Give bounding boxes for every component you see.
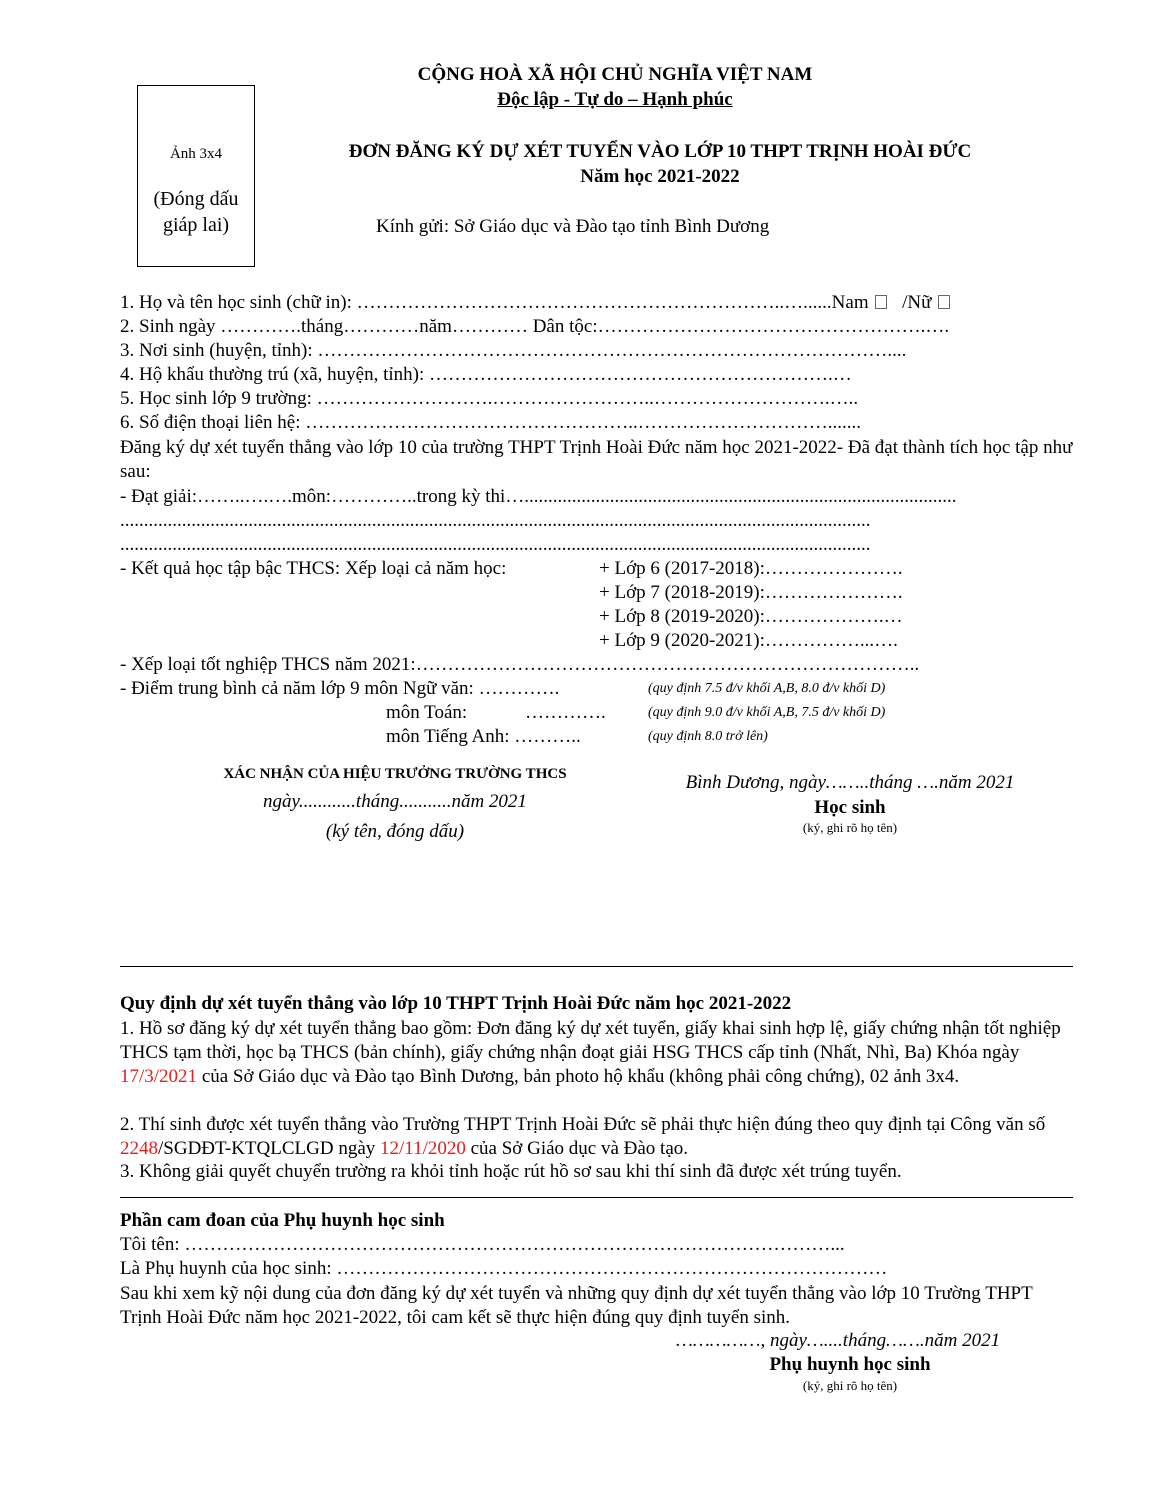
- avg-math-note: (quy định 9.0 đ/v khối A,B, 7.5 đ/v khối D): [648, 705, 886, 720]
- checkbox-male[interactable]: [875, 295, 887, 309]
- parent-name: Tôi tên: …………………………………………………………………………………………...: [120, 1234, 845, 1255]
- field-birthplace: 3. Nơi sinh (huyện, tỉnh): ………………………………………………………………………………....: [120, 340, 907, 361]
- register-text: Đăng ký dự xét tuyển thẳng vào lớp 10 của trường THPT Trịnh Hoài Đức năm học 2021-2022- Đã đạt thành tích học tập như sau:: [120, 437, 1073, 482]
- parent-commitment: Sau khi xem kỹ nội dung của đơn đăng ký dự xét tuyển và những quy định dự xét tuyển thẳng vào lớp 10 Trường THPT Trịnh Hoài Đức năm học 2021-2022, tôi cam kết sẽ thực hiện đúng quy định tuyển sinh.: [120, 1283, 1033, 1328]
- form-title: ĐƠN ĐĂNG KÝ DỰ XÉT TUYỂN VÀO LỚP 10 THPT TRỊNH HOÀI ĐỨC: [348, 141, 972, 162]
- rule-1-b: của Sở Giáo dục và Đào tạo Bình Dương, bản photo hộ khẩu (không phải công chứng), 02 ảnh 3x4.: [197, 1066, 960, 1087]
- divider-2: [120, 1197, 1073, 1198]
- rule-3: 3. Không giải quyết chuyển trường ra khỏi tỉnh hoặc rút hồ sơ sau khi thí sinh đã được xét trúng tuyển.: [120, 1161, 902, 1182]
- parent-date: ……………, ngày…....tháng…….năm 2021: [676, 1330, 1001, 1351]
- parent-sign-title: Phụ huynh học sinh: [769, 1354, 931, 1375]
- principal-sign-note: (ký tên, đóng dấu): [325, 821, 465, 842]
- dots-line-1: ..............................................................................................................................................................: [120, 510, 871, 531]
- field-name: [120, 292, 952, 314]
- parent-of-student: Là Phụ huynh của học sinh: ……………………………………………………………………………: [120, 1258, 888, 1279]
- rule-2-a: 2. Thí sinh được xét tuyển thẳng vào Trường THPT Trịnh Hoài Đức sẽ phải thực hiện đúng theo quy định tại Công văn số: [120, 1114, 1046, 1135]
- grade-8: + Lớp 8 (2019-2020):……………….…: [599, 606, 903, 627]
- rule-2-number: 2248: [120, 1138, 158, 1159]
- grade-9: + Lớp 9 (2020-2021):……………...….: [599, 630, 898, 651]
- country-heading: CỘNG HOÀ XÃ HỘI CHỦ NGHĨA VIỆT NAM: [417, 64, 813, 85]
- avg-math-dots: ………….: [525, 702, 606, 723]
- student-sign-title: Học sinh: [814, 797, 886, 818]
- photo-box: [137, 85, 255, 267]
- student-date: Bình Dương, ngày……..tháng ….năm 2021: [685, 772, 1015, 793]
- grade-7: + Lớp 7 (2018-2019):………………….: [599, 582, 903, 603]
- checkbox-female[interactable]: [938, 295, 950, 309]
- results-label: - Kết quả học tập bậc THCS: Xếp loại cả năm học:: [120, 558, 507, 579]
- student-sign-note: (ký, ghi rõ họ tên): [802, 820, 898, 835]
- field-name-text: 1. Họ và tên học sinh (chữ in): …………………………………………………………..…......Nam: [120, 292, 869, 313]
- avg-literature: - Điểm trung bình cả năm lớp 9 môn Ngữ văn: ………….: [120, 678, 560, 699]
- rule-1-a: 1. Hồ sơ đăng ký dự xét tuyển thẳng bao gồm: Đơn đăng ký dự xét tuyển, giấy khai sinh hợp lệ, giấy chứng nhận tốt nghiệp THCS tạm thời, học bạ THCS (bản chính), giấy chứng nhận đoạt giải HSG THCS cấp tỉnh (Nhất, Nhì, Ba) Khóa ngày: [120, 1018, 1061, 1063]
- dots-line-2: ..............................................................................................................................................................: [120, 534, 871, 555]
- motto-text: Độc lập - Tự do – Hạnh phúc: [497, 89, 733, 110]
- principal-date: ngày............tháng...........năm 2021: [263, 791, 527, 812]
- field-school: 5. Học sinh lớp 9 trường: ……………………….……………………..……………………….…..: [120, 388, 859, 409]
- motto: [300, 89, 930, 111]
- gender-separator: /Nữ: [902, 292, 932, 313]
- photo-label: Ảnh 3x4: [169, 146, 223, 162]
- parent-sign-note: (ký, ghi rõ họ tên): [802, 1378, 898, 1393]
- divider-1: [120, 966, 1073, 967]
- recipient: Kính gửi: Sở Giáo dục và Đào tạo tỉnh Bình Dương: [376, 216, 770, 237]
- field-phone: 6. Số điện thoại liên hệ: ……………………………………………..………………………….......: [120, 412, 861, 433]
- rule-1-date: 17/3/2021: [120, 1066, 198, 1087]
- rule-2: [120, 1113, 1075, 1161]
- photo-note: (Đóng dấu giáp lai): [153, 188, 239, 236]
- field-residence: 4. Hộ khẩu thường trú (xã, huyện, tỉnh): ……………………………………………………….…: [120, 364, 852, 385]
- rule-2-c: của Sở Giáo dục và Đào tạo.: [465, 1138, 689, 1159]
- parent-title: Phần cam đoan của Phụ huynh học sinh: [120, 1210, 445, 1231]
- rule-1: [120, 1017, 1075, 1089]
- rule-2-date: 12/11/2020: [380, 1138, 466, 1159]
- avg-literature-note: (quy định 7.5 đ/v khối A,B, 8.0 đ/v khối D): [648, 681, 886, 696]
- field-dob: 2. Sinh ngày ………….tháng…………năm………… Dân tộc:…………………………………………….….: [120, 316, 950, 337]
- avg-english: môn Tiếng Anh: ………..: [386, 726, 581, 747]
- principal-title: XÁC NHẬN CỦA HIỆU TRƯỞNG TRƯỜNG THCS: [223, 766, 567, 782]
- school-year: Năm học 2021-2022: [580, 166, 740, 187]
- avg-math-label: môn Toán:: [386, 702, 468, 723]
- avg-english-note: (quy định 8.0 trở lên): [648, 729, 768, 744]
- rules-title: Quy định dự xét tuyển thẳng vào lớp 10 THPT Trịnh Hoài Đức năm học 2021-2022: [120, 993, 792, 1014]
- graduation-rank: - Xếp loại tốt nghiệp THCS năm 2021:……………………………………………………………………..: [120, 654, 920, 675]
- grade-6: + Lớp 6 (2017-2018):………………….: [599, 558, 903, 579]
- field-award: - Đạt giải:……..….….môn:…………..trong kỳ thi…...........................................................................................: [120, 486, 957, 507]
- rule-2-b: /SGDĐT-KTQLCLGD ngày: [158, 1138, 381, 1159]
